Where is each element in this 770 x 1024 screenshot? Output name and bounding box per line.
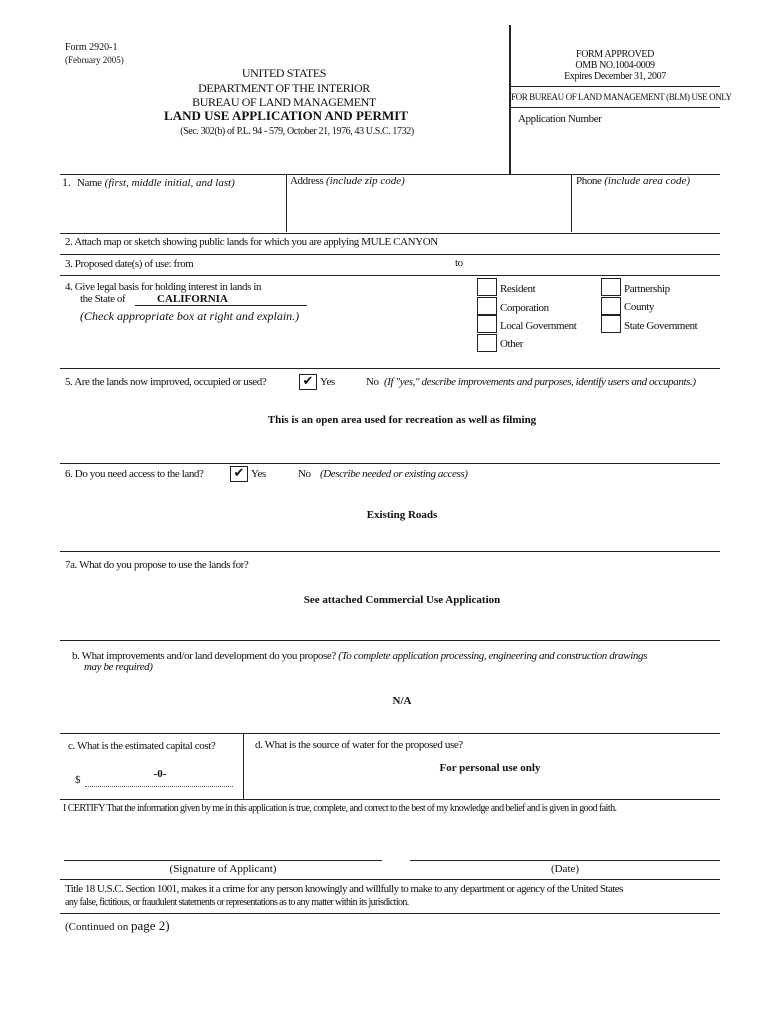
legal-warning-line-1: Title 18 U.S.C. Section 1001, makes it a crime for any person knowingly and willfully to make to any department or agency of the United States xyxy=(65,883,623,895)
form-number: Form 2920-1 xyxy=(65,42,118,53)
local-government-label: Local Government xyxy=(500,320,577,332)
access-yes-label: Yes xyxy=(251,468,266,480)
proposed-use-answer[interactable]: See attached Commercial Use Application xyxy=(303,594,501,606)
state-value[interactable]: CALIFORNIA xyxy=(157,293,228,305)
currency-symbol: $ xyxy=(75,774,81,786)
improvements-answer[interactable]: N/A xyxy=(392,695,412,707)
improved-no-label: No xyxy=(366,376,379,388)
improvements-instruction-cont: may be required) xyxy=(84,661,153,673)
improved-question: 5. Are the lands now improved, occupied or used? xyxy=(65,376,267,388)
county-checkbox[interactable] xyxy=(601,297,621,315)
legal-warning-line-2: any false, fictitious, or fraudulent statements or representations as to any matter within its jurisdiction. xyxy=(65,897,409,908)
other-label: Other xyxy=(500,338,524,350)
capital-cost-value[interactable]: -0- xyxy=(153,768,167,780)
access-instruction: (Describe needed or existing access) xyxy=(320,468,468,480)
local-government-checkbox[interactable] xyxy=(477,315,497,333)
proposed-use-question: 7a. What do you propose to use the lands for? xyxy=(65,559,249,571)
access-no-label: No xyxy=(298,468,311,480)
form-approved-label: FORM APPROVED xyxy=(576,49,654,60)
corporation-checkbox[interactable] xyxy=(477,297,497,315)
improved-yes-checkbox[interactable]: ✔ xyxy=(299,374,317,390)
name-field[interactable]: 1. Name (first, middle initial, and last) xyxy=(62,175,235,189)
date-label: (Date) xyxy=(550,863,580,875)
corporation-label: Corporation xyxy=(500,302,549,314)
map-attachment-field[interactable]: 2. Attach map or sketch showing public lands for which you are applying MULE CANYON xyxy=(65,236,438,248)
proposed-dates-label: 3. Proposed date(s) of use: from xyxy=(65,258,194,270)
signature-line[interactable] xyxy=(64,860,382,861)
omb-number: OMB NO.1004-0009 xyxy=(575,60,655,71)
improved-answer[interactable]: This is an open area used for recreation as well as filming xyxy=(267,414,537,426)
agency-line-2: DEPARTMENT OF THE INTERIOR xyxy=(198,81,370,95)
blm-use-only-label: FOR BUREAU OF LAND MANAGEMENT (BLM) USE ONLY xyxy=(511,92,732,102)
continued-on-page: (Continued on page 2) xyxy=(65,918,170,933)
improved-yes-label: Yes xyxy=(320,376,335,388)
state-government-label: State Government xyxy=(624,320,698,332)
capital-cost-question: c. What is the estimated capital cost? xyxy=(68,740,216,752)
state-government-checkbox[interactable] xyxy=(601,315,621,333)
map-location-value: MULE CANYON xyxy=(361,236,438,248)
date-line[interactable] xyxy=(410,860,720,861)
phone-field[interactable]: Phone (include area code) xyxy=(576,175,690,187)
signature-label: (Signature of Applicant) xyxy=(169,863,277,875)
expiration-date: Expires December 31, 2007 xyxy=(564,71,666,82)
water-source-answer[interactable]: For personal use only xyxy=(439,762,541,774)
improvements-question: b. What improvements and/or land development do you propose? (To complete application processing, engineering and construction drawings xyxy=(72,650,647,662)
legal-basis-instruction: (Check appropriate box at right and explain.) xyxy=(80,309,300,323)
partnership-checkbox[interactable] xyxy=(601,278,621,296)
application-number-label: Application Number xyxy=(518,113,602,125)
access-question: 6. Do you need access to the land? xyxy=(65,468,204,480)
certification-text: I CERTIFY That the information given by me in this application is true, complete, and correct to the best of my knowledge and belief and is given in good faith. xyxy=(63,803,617,814)
legal-basis-label: 4. Give legal basis for holding interest in lands in xyxy=(65,281,262,293)
other-checkbox[interactable] xyxy=(477,334,497,352)
form-title: LAND USE APPLICATION AND PERMIT xyxy=(164,108,408,123)
agency-line-3: BUREAU OF LAND MANAGEMENT xyxy=(192,95,376,109)
access-answer[interactable]: Existing Roads xyxy=(366,509,438,521)
form-date: (February 2005) xyxy=(65,55,124,65)
agency-line-1: UNITED STATES xyxy=(241,66,327,80)
proposed-dates-to-label: to xyxy=(455,257,463,269)
authority-citation: (Sec. 302(b) of P.L. 94 - 579, October 21, 1976, 43 U.S.C. 1732) xyxy=(180,126,414,137)
resident-checkbox[interactable] xyxy=(477,278,497,296)
improved-instruction: (If "yes," describe improvements and purposes, identify users and occupants.) xyxy=(384,376,696,388)
address-field[interactable]: Address (include zip code) xyxy=(290,175,405,187)
access-yes-checkbox[interactable]: ✔ xyxy=(230,466,248,482)
water-source-question: d. What is the source of water for the proposed use? xyxy=(255,739,463,751)
partnership-label: Partnership xyxy=(624,283,670,295)
resident-label: Resident xyxy=(500,283,536,295)
county-label: County xyxy=(624,301,654,313)
state-label: the State of xyxy=(80,293,126,305)
